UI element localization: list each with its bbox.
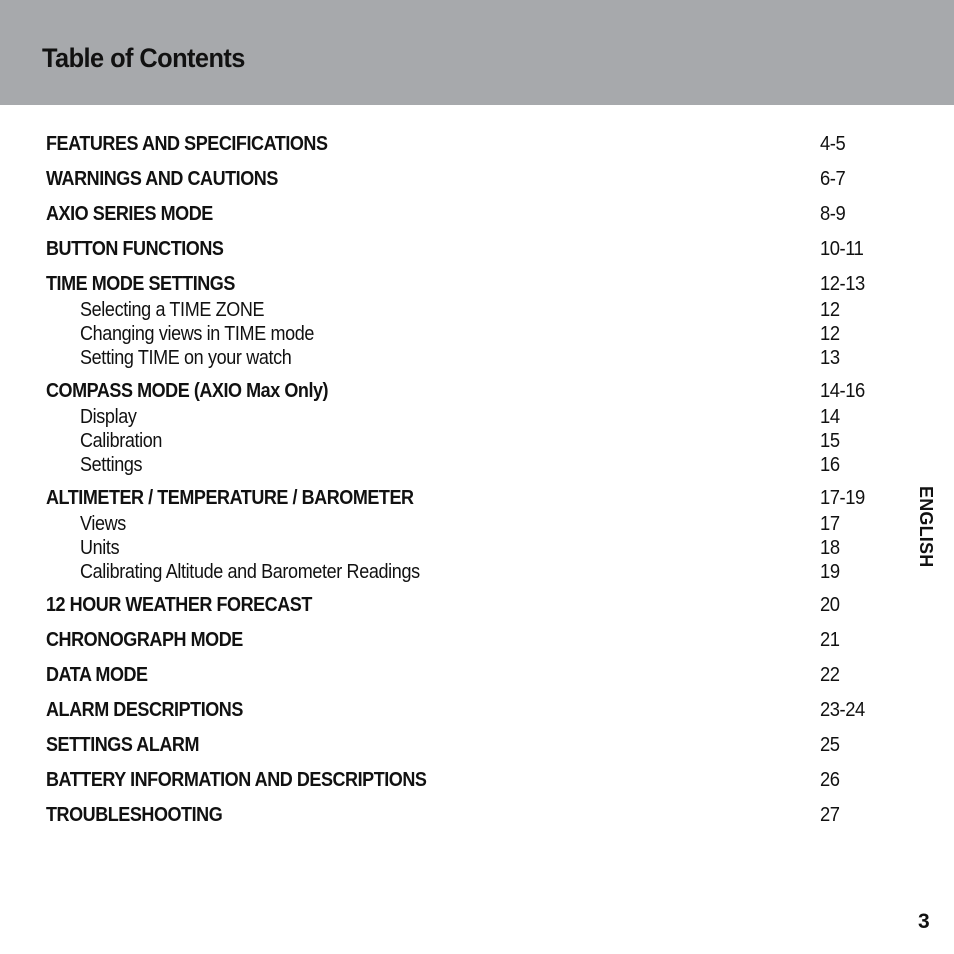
toc-section — [46, 235, 886, 263]
toc-entry-page: 21 — [820, 629, 840, 651]
toc-section — [46, 661, 886, 689]
toc-subentry-page: 14 — [820, 406, 840, 428]
page-number: 3 — [918, 910, 930, 933]
toc-entry[interactable] — [46, 484, 886, 512]
toc-section — [46, 731, 886, 759]
toc-subentry-page: 17 — [820, 513, 840, 535]
toc-subentry[interactable] — [46, 405, 886, 429]
toc-section — [46, 165, 886, 193]
toc-subentry-title: Selecting a TIME ZONE — [80, 299, 265, 321]
toc-subentry-page: 18 — [820, 537, 840, 559]
toc-entry-page: 4-5 — [820, 133, 846, 155]
toc-subentry-title: Settings — [80, 454, 143, 476]
toc-subentry-title: Display — [80, 406, 137, 428]
toc-section — [46, 696, 886, 724]
page-title: Table of Contents — [42, 43, 245, 73]
toc-entry-page: 23-24 — [820, 699, 865, 721]
toc-subentry[interactable] — [46, 429, 886, 453]
toc-subentry[interactable] — [46, 536, 886, 560]
toc-entry-title: TIME MODE SETTINGS — [46, 273, 235, 295]
toc-section — [46, 200, 886, 228]
toc-subentry[interactable] — [46, 512, 886, 536]
toc-entry-page: 25 — [820, 734, 840, 756]
toc-section — [46, 801, 886, 829]
toc-subentry-title: Views — [80, 513, 126, 535]
toc-section — [46, 766, 886, 794]
header-band — [0, 0, 954, 105]
toc-entry-title: SETTINGS ALARM — [46, 734, 200, 756]
toc-entry-page: 14-16 — [820, 380, 865, 402]
toc-entry-page: 22 — [820, 664, 840, 686]
toc-entry[interactable] — [46, 696, 886, 724]
toc-subentry-title: Changing views in TIME mode — [80, 323, 315, 345]
toc-entry[interactable] — [46, 801, 886, 829]
toc-entry-title: FEATURES AND SPECIFICATIONS — [46, 133, 328, 155]
toc-entry-page: 17-19 — [820, 487, 865, 509]
toc-subentry-page: 15 — [820, 430, 840, 452]
toc-entry[interactable] — [46, 130, 886, 158]
toc-entry[interactable] — [46, 766, 886, 794]
toc-subentry-page: 19 — [820, 561, 840, 583]
toc-entry-title: CHRONOGRAPH MODE — [46, 629, 243, 651]
toc-entry-title: BUTTON FUNCTIONS — [46, 238, 224, 260]
toc-entry-title: AXIO SERIES MODE — [46, 203, 213, 225]
toc-entry-title: TROUBLESHOOTING — [46, 804, 223, 826]
toc-section — [46, 130, 886, 158]
toc-entry[interactable] — [46, 626, 886, 654]
toc-subentry[interactable] — [46, 322, 886, 346]
toc-entry[interactable] — [46, 200, 886, 228]
toc-entry-title: BATTERY INFORMATION AND DESCRIPTIONS — [46, 769, 427, 791]
toc-subentry[interactable] — [46, 453, 886, 477]
toc-entry-title: DATA MODE — [46, 664, 148, 686]
toc-subentry-title: Calibrating Altitude and Barometer Readings — [80, 561, 420, 583]
toc-entry-page: 20 — [820, 594, 840, 616]
toc-entry-page: 26 — [820, 769, 840, 791]
toc-entry[interactable] — [46, 235, 886, 263]
toc-subentry-page: 16 — [820, 454, 840, 476]
toc-entry-page: 12-13 — [820, 273, 865, 295]
toc-entry-page: 10-11 — [820, 238, 864, 260]
toc-entry[interactable] — [46, 661, 886, 689]
toc-entry-page: 8-9 — [820, 203, 846, 225]
toc-entry-title: COMPASS MODE (AXIO Max Only) — [46, 380, 329, 402]
toc-subentry-page: 13 — [820, 347, 840, 369]
toc-entry[interactable] — [46, 165, 886, 193]
toc-entry-page: 27 — [820, 804, 840, 826]
toc-entry-page: 6-7 — [820, 168, 846, 190]
toc-subentry-title: Units — [80, 537, 120, 559]
toc-subentry[interactable] — [46, 298, 886, 322]
toc-section — [46, 626, 886, 654]
toc-entry-title: 12 HOUR WEATHER FORECAST — [46, 594, 312, 616]
language-side-tab — [912, 486, 938, 576]
toc-section — [46, 377, 886, 477]
toc-entry-title: ALTIMETER / TEMPERATURE / BAROMETER — [46, 487, 414, 509]
toc-entry-title: WARNINGS AND CAUTIONS — [46, 168, 278, 190]
toc-subentry[interactable] — [46, 346, 886, 370]
toc-subentry-page: 12 — [820, 299, 840, 321]
toc-section — [46, 270, 886, 370]
table-of-contents — [46, 130, 886, 829]
toc-subentry-title: Setting TIME on your watch — [80, 347, 292, 369]
toc-entry-title: ALARM DESCRIPTIONS — [46, 699, 243, 721]
toc-entry[interactable] — [46, 377, 886, 405]
toc-subentry[interactable] — [46, 560, 886, 584]
toc-subentry-title: Calibration — [80, 430, 163, 452]
toc-entry[interactable] — [46, 270, 886, 298]
language-label: ENGLISH — [916, 486, 936, 568]
toc-subentry-page: 12 — [820, 323, 840, 345]
toc-section — [46, 591, 886, 619]
toc-section — [46, 484, 886, 584]
toc-entry[interactable] — [46, 591, 886, 619]
toc-entry[interactable] — [46, 731, 886, 759]
